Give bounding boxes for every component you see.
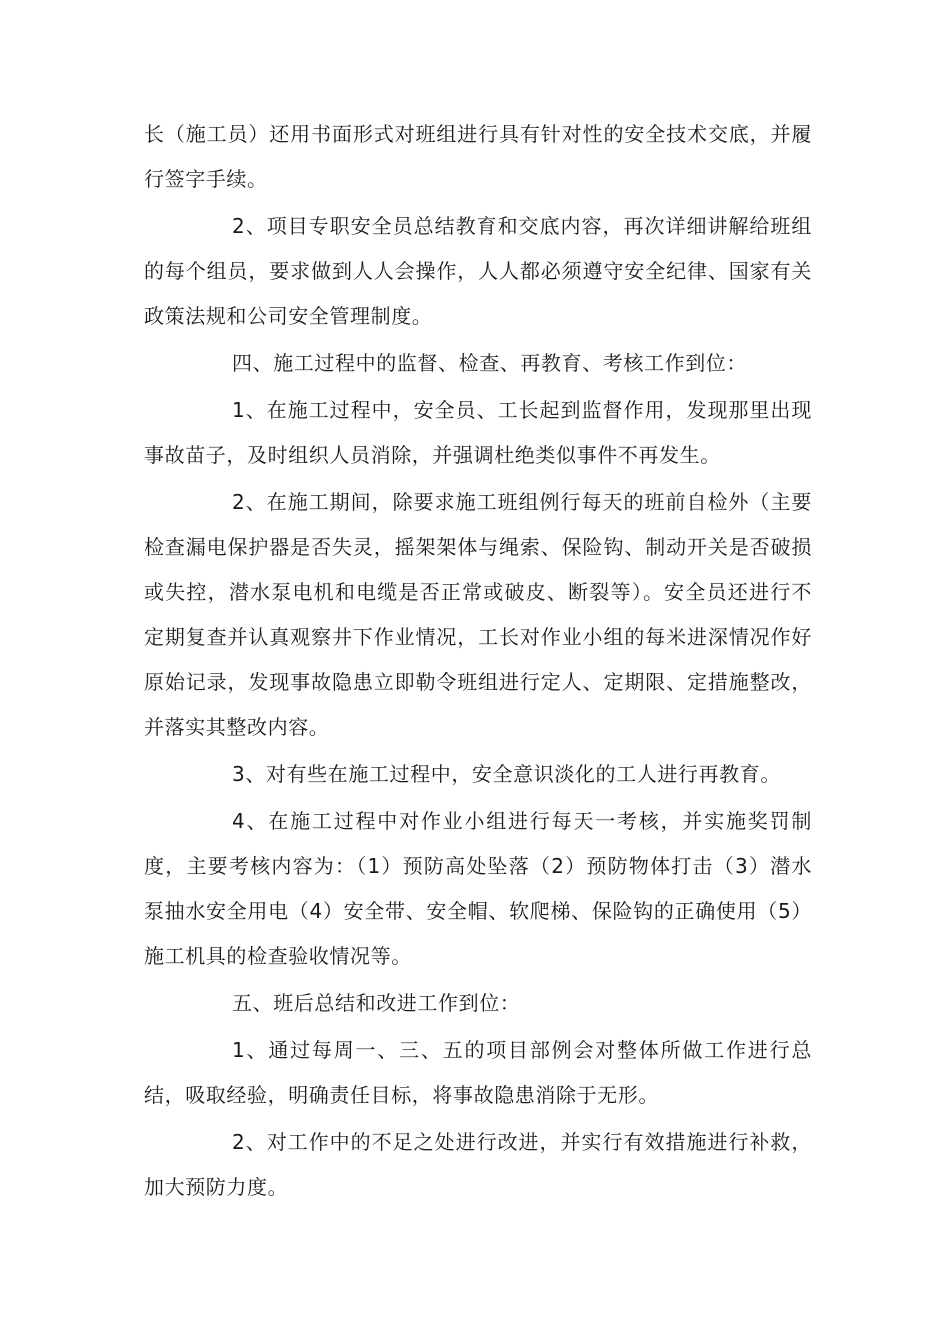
paragraph-item-4-assessment: 4、在施工过程中对作业小组进行每天一考核，并实施奖罚制度，主要考核内容为：（1）预防高处坠落（2）预防物体打击（3）潜水泵抽水安全用电（4）安全带、安全帽、软爬梯、保险钩的正确使用（5）施工机具的检查验收情况等。 xyxy=(144,809,812,968)
paragraph-item-2-briefing: 2、项目专职安全员总结教育和交底内容，再次详细讲解给班组的每个组员，要求做到人人会操作，人人都必须遵守安全纪律、国家有关政策法规和公司安全管理制度。 xyxy=(144,214,812,328)
paragraph-continuation: 长（施工员）还用书面形式对班组进行具有针对性的安全技术交底，并履行签字手续。 xyxy=(144,122,812,191)
section-heading-4: 四、施工过程中的监督、检查、再教育、考核工作到位： xyxy=(232,351,747,375)
paragraph-item-1-supervision: 1、在施工过程中，安全员、工长起到监督作用，发现那里出现事故苗子，及时组织人员消除，并强调杜绝类似事件不再发生。 xyxy=(144,398,812,467)
paragraph-item-2-improvement: 2、对工作中的不足之处进行改进，并实行有效措施进行补救，加大预防力度。 xyxy=(144,1130,812,1199)
paragraph-item-3-reeducation: 3、对有些在施工过程中，安全意识淡化的工人进行再教育。 xyxy=(232,762,781,786)
paragraph-item-2-inspection: 2、在施工期间，除要求施工班组例行每天的班前自检外（主要检查漏电保护器是否失灵，摇架架体与绳索、保险钩、制动开关是否破损或失控，潜水泵电机和电缆是否正常或破皮、断裂等）。安全员还进行不定期复查并认真观察井下作业情况，工长对作业小组的每米进深情况作好原始记录，发现事故隐患立即勒令班组进行定人、定期限、定措施整改，并落实其整改内容。 xyxy=(144,490,812,739)
document-body xyxy=(144,112,812,1212)
section-heading-5: 五、班后总结和改进工作到位： xyxy=(232,991,521,1015)
paragraph-item-1-summary: 1、通过每周一、三、五的项目部例会对整体所做工作进行总结，吸取经验，明确责任目标，将事故隐患消除于无形。 xyxy=(144,1038,812,1107)
